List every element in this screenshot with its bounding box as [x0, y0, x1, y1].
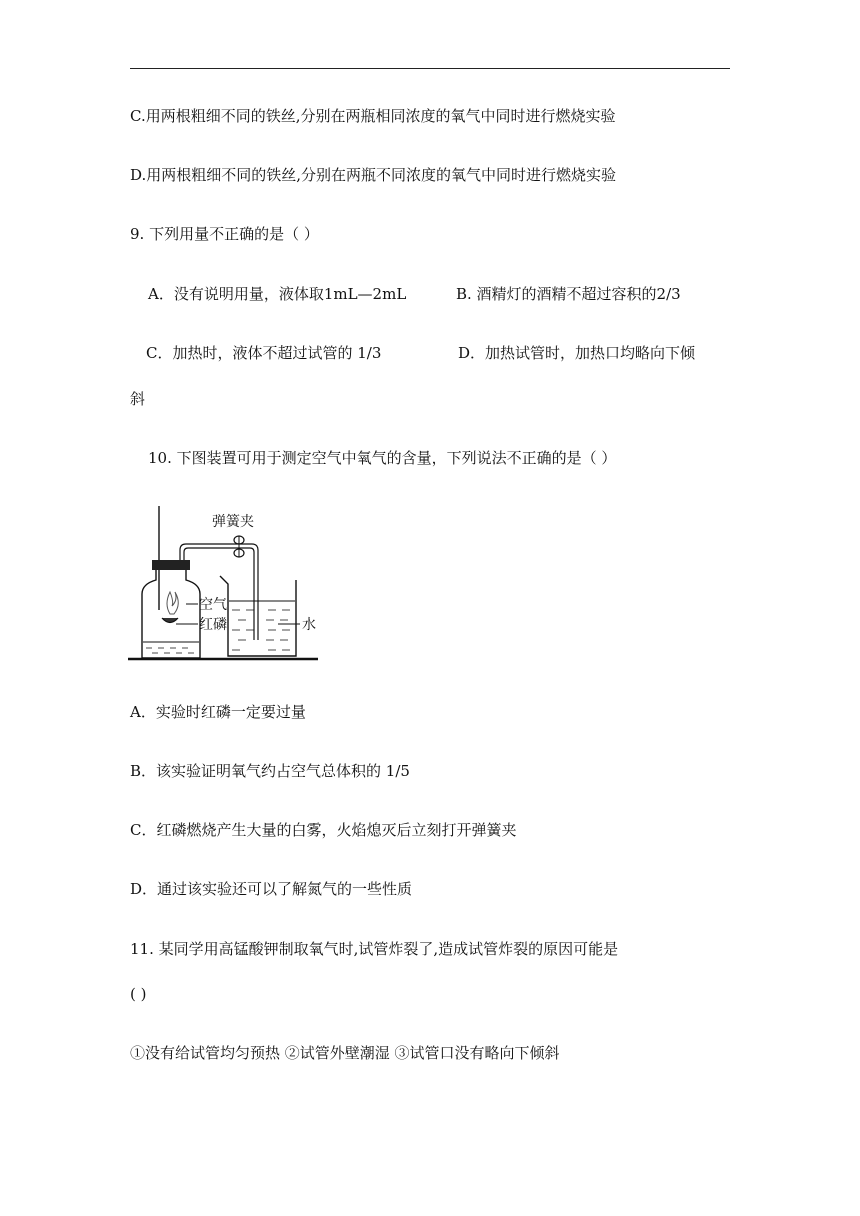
- label-spring-clamp: 弹簧夹: [212, 514, 254, 530]
- label-water: 水: [302, 617, 316, 633]
- q11-stem-paren: ( ): [130, 985, 147, 1003]
- header-rule: [130, 68, 730, 69]
- q9-stem: 9. 下列用量不正确的是（ ）: [130, 225, 319, 243]
- combustion-spoon: [162, 618, 178, 623]
- q10-option-a: A．实验时红磷一定要过量: [130, 703, 306, 721]
- q8-option-d: D.用两根粗细不同的铁丝,分别在两瓶不同浓度的氧气中同时进行燃烧实验: [130, 166, 617, 184]
- label-air: 空气: [199, 597, 227, 613]
- q10-stem: 10. 下图装置可用于测定空气中氧气的含量，下列说法不正确的是（ ）: [148, 449, 617, 467]
- q9-option-c: C．加热时，液体不超过试管的 1/3: [146, 344, 382, 362]
- q10-option-d: D．通过该实验还可以了解氮气的一些性质: [130, 880, 413, 898]
- apparatus-diagram: [128, 500, 318, 666]
- q9-option-a: A．没有说明用量，液体取1mL—2mL: [148, 285, 407, 303]
- q9-option-b: B. 酒精灯的酒精不超过容积的2/3: [456, 285, 681, 303]
- label-red-phosphorus: 红磷: [199, 617, 227, 633]
- q9-option-d-wrap: 斜: [130, 390, 146, 408]
- rubber-stopper: [152, 560, 190, 570]
- q10-option-b: B．该实验证明氧气约占空气总体积的 1/5: [130, 762, 410, 780]
- q8-option-c: C.用两根粗细不同的铁丝,分别在两瓶相同浓度的氧气中同时进行燃烧实验: [130, 107, 616, 125]
- collecting-jar: [142, 566, 200, 658]
- q9-option-d: D．加热试管时，加热口均略向下倾: [458, 344, 696, 362]
- q11-reasons: ①没有给试管均匀预热 ②试管外壁潮湿 ③试管口没有略向下倾斜: [130, 1044, 560, 1062]
- beaker-water-dashes: [232, 610, 290, 650]
- jar-water-dashes: [146, 648, 194, 653]
- q10-option-c: C．红磷燃烧产生大量的白雾，火焰熄灭后立刻打开弹簧夹: [130, 821, 517, 839]
- oxygen-content-apparatus-figure: [128, 500, 318, 666]
- q11-stem: 11. 某同学用高锰酸钾制取氧气时,试管炸裂了,造成试管炸裂的原因可能是: [130, 940, 619, 958]
- flame: [167, 592, 178, 614]
